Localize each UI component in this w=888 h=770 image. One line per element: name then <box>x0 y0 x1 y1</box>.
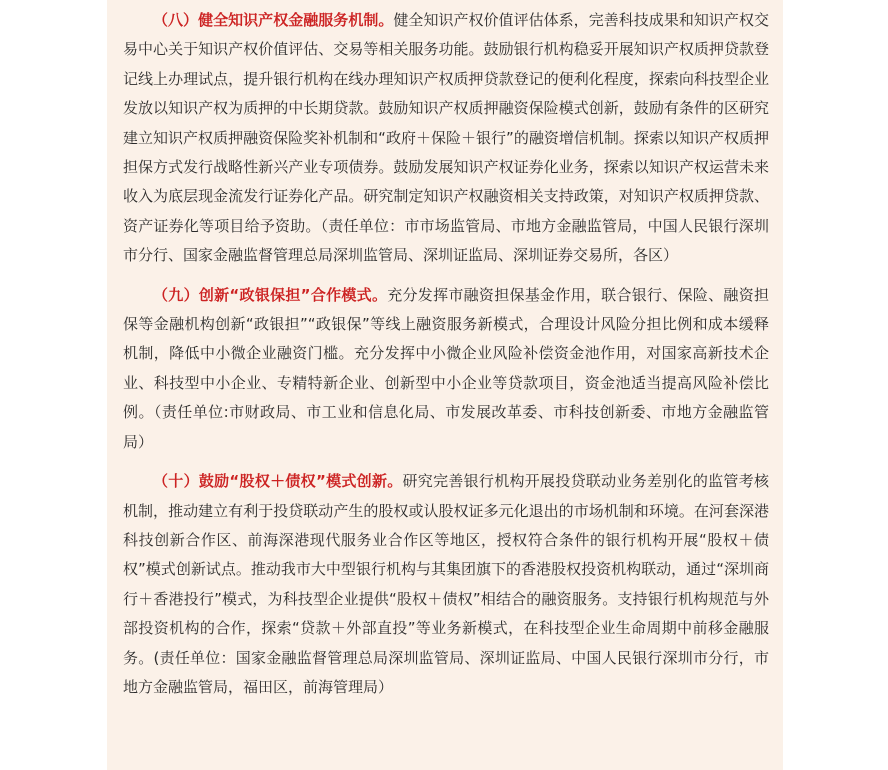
paragraph-9 <box>123 281 769 457</box>
paragraph-8 <box>123 6 769 271</box>
paragraph-9-heading: （九）创新“政银保担”合作模式。 <box>153 285 388 304</box>
paragraph-10 <box>123 467 769 702</box>
paragraph-8-body: 健全知识产权价值评估体系，完善科技成果和知识产权交易中心关于知识产权价值评估、交易等相关服务功能。鼓励银行机构稳妥开展知识产权质押贷款登记线上办理试点，提升银行机构在线办理知识产权质押贷款登记的便利化程度，探索向科技型企业发放以知识产权为质押的中长期贷款。鼓励知识产权质押融资保险模式创新，鼓励有条件的区研究建立知识产权质押融资保险奖补机制和“政府＋保险＋银行”的融资增信机制。探索以知识产权质押担保方式发行战略性新兴产业专项债券。鼓励发展知识产权证券化业务，探索以知识产权运营未来收入为底层现金流发行证券化产品。研究制定知识产权融资相关支持政策，对知识产权质押贷款、资产证券化等项目给予资助。（责任单位：市市场监管局、市地方金融监管局，中国人民银行深圳市分行、国家金融监督管理总局深圳监管局、深圳证监局、深圳证券交易所，各区） <box>123 11 769 265</box>
paragraph-9-body: 充分发挥市融资担保基金作用，联合银行、保险、融资担保等金融机构创新“政银担”“政银保”等线上融资服务新模式，合理设计风险分担比例和成本缓释机制，降低中小微企业融资门槛。充分发挥中小微企业风险补偿资金池作用，对国家高新技术企业、科技型中小企业、专精特新企业、创新型中小企业等贷款项目，资金池适当提高风险补偿比例。（责任单位:市财政局、市工业和信息化局、市发展改革委、市科技创新委、市地方金融监管局） <box>123 285 769 451</box>
paragraph-10-body: 研究完善银行机构开展投贷联动业务差别化的监管考核机制，推动建立有利于投贷联动产生的股权或认股权证多元化退出的市场机制和环境。在河套深港科技创新合作区、前海深港现代服务业合作区等地区，授权符合条件的银行机构开展“股权＋债权”模式创新试点。推动我市大中型银行机构与其集团旗下的香港股权投资机构联动，通过“深圳商行＋香港投行”模式，为科技型企业提供“股权＋债权”相结合的融资服务。支持银行机构规范与外部投资机构的合作，探索“贷款＋外部直投”等业务新模式，在科技型企业生命周期中前移金融服务。(责任单位：国家金融监督管理总局深圳监管局、深圳证监局、中国人民银行深圳市分行，市地方金融监管局，福田区，前海管理局） <box>123 472 769 696</box>
article-content <box>123 6 769 702</box>
paragraph-8-heading: （八）健全知识产权金融服务机制。 <box>153 11 394 29</box>
paragraph-10-heading: （十）鼓励“股权＋债权”模式创新。 <box>153 472 403 491</box>
